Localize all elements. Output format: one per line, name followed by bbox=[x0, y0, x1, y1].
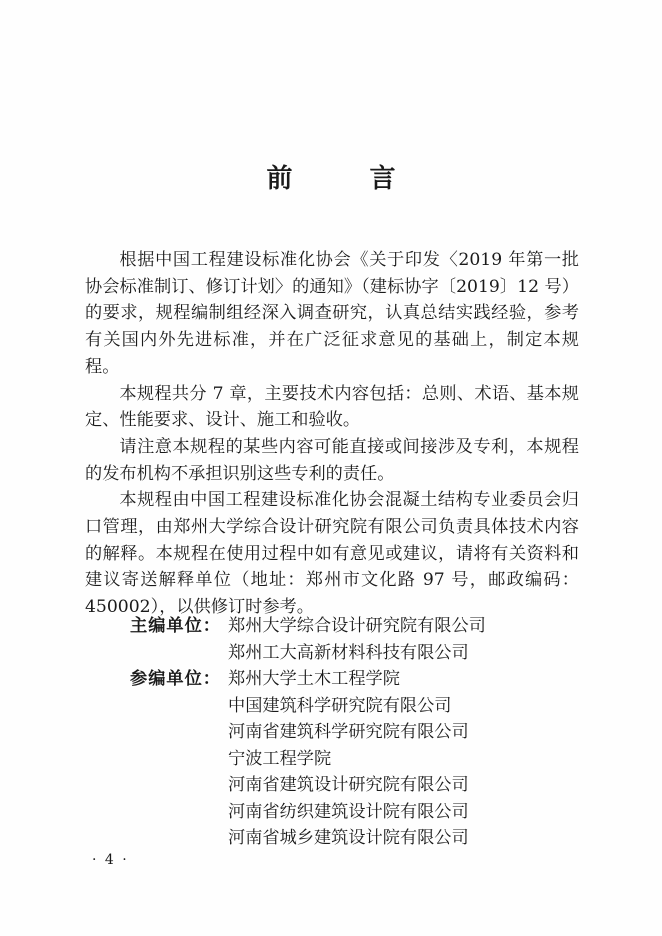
page-number: · 4 · bbox=[92, 852, 129, 868]
chief-unit-name: 郑州工大高新材料科技有限公司 bbox=[228, 642, 469, 663]
participating-unit-name: 中国建筑科学研究院有限公司 bbox=[228, 695, 452, 716]
page-title: 前 言 bbox=[266, 164, 430, 194]
foreword-body bbox=[85, 247, 579, 621]
participating-unit-name: 郑州大学土木工程学院 bbox=[228, 669, 400, 689]
participating-units-list bbox=[228, 666, 469, 852]
participating-unit-name: 河南省城乡建筑设计院有限公司 bbox=[228, 828, 469, 848]
participating-units-label: 参编单位： bbox=[130, 669, 221, 689]
participating-unit-name: 河南省建筑设计研究院有限公司 bbox=[228, 775, 469, 795]
participating-units-row bbox=[130, 666, 486, 852]
participating-unit-name: 河南省纺织建筑设计院有限公司 bbox=[228, 801, 469, 822]
paragraph-4: 本规程由中国工程建设标准化协会混凝土结构专业委员会归口管理，由郑州大学综合设计研究院有限公司负责具体技术内容的解释。本规程在使用过程中如有意见或建议，请将有关资料和建议寄送解释单位（地址：郑州市文化路 97 号，邮政编码：450002），以供修订时参考。 bbox=[85, 490, 579, 618]
paragraph-3: 请注意本规程的某些内容可能直接或间接涉及专利，本规程的发布机构不承担识别这些专利的责任。 bbox=[85, 436, 579, 484]
participating-unit-name: 宁波工程学院 bbox=[228, 748, 332, 769]
chief-unit-name: 郑州大学综合设计研究院有限公司 bbox=[228, 616, 486, 636]
participating-unit-name: 河南省建筑科学研究院有限公司 bbox=[228, 722, 469, 742]
editorial-units bbox=[130, 613, 486, 852]
chief-units-row bbox=[130, 613, 486, 666]
paragraph-2: 本规程共分 7 章，主要技术内容包括：总则、术语、基本规定、性能要求、设计、施工和验收。 bbox=[85, 383, 579, 431]
chief-units-list bbox=[228, 613, 486, 666]
paragraph-1: 根据中国工程建设标准化协会《关于印发〈2019 年第一批协会标准制订、修订计划〉的通知》（建标协字〔2019〕12 号）的要求，规程编制组经深入调查研究，认真总结实践经验，参考有关国内外先进标准，并在广泛征求意见的基础上，制定本规程。 bbox=[85, 250, 579, 377]
chief-units-label: 主编单位： bbox=[130, 616, 221, 636]
